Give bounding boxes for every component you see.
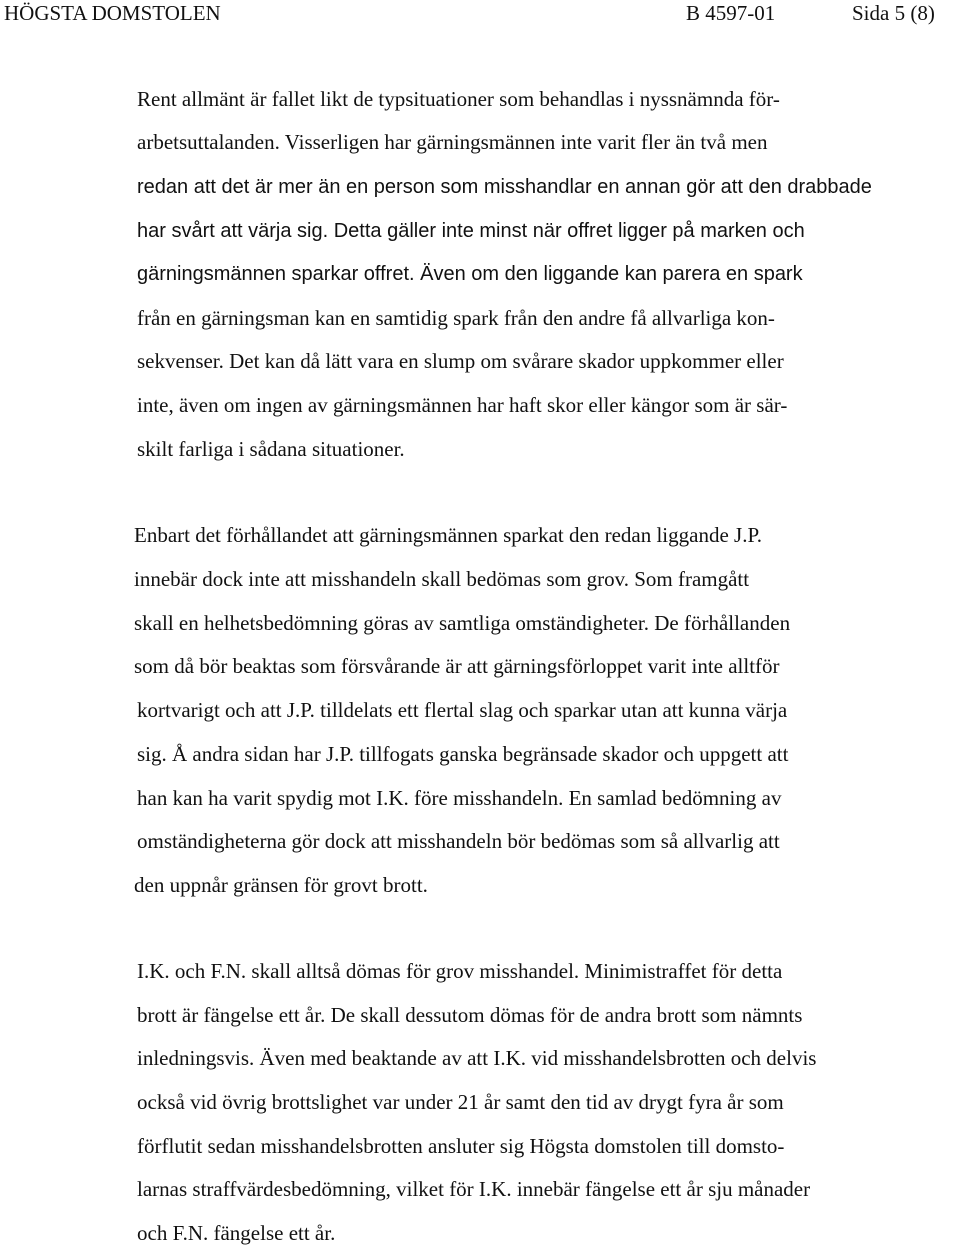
text-line: kortvarigt och att J.P. tilldelats ett flertal slag och sparkar utan att kunna värja bbox=[137, 698, 788, 722]
text-line: han kan ha varit spydig mot I.K. före misshandeln. En samlad bedömning av bbox=[137, 786, 782, 810]
court-name: HÖGSTA DOMSTOLEN bbox=[4, 1, 221, 25]
text-line: redan att det är mer än en person som misshandlar en annan gör att den drabbade bbox=[137, 176, 872, 198]
text-line: den uppnår gränsen för grovt brott. bbox=[134, 873, 428, 897]
text-line: skall en helhetsbedömning göras av samtliga omständigheter. De förhållanden bbox=[134, 611, 791, 635]
text-line: larnas straffvärdesbedömning, vilket för I.K. innebär fängelse ett år sju månader bbox=[137, 1177, 811, 1201]
text-line: innebär dock inte att misshandeln skall bedömas som grov. Som framgått bbox=[134, 567, 750, 591]
text-line: sig. Å andra sidan har J.P. tillfogats ganska begränsade skador och uppgett att bbox=[137, 742, 789, 766]
text-line: inledningsvis. Även med beaktande av att I.K. vid misshandelsbrotten och delvis bbox=[137, 1046, 817, 1070]
page-number: Sida 5 (8) bbox=[852, 1, 935, 25]
text-line: inte, även om ingen av gärningsmännen har haft skor eller kängor som är sär- bbox=[137, 393, 788, 417]
page-header bbox=[0, 0, 960, 40]
text-line: Rent allmänt är fallet likt de typsituationer som behandlas i nyssnämnda för- bbox=[137, 87, 780, 111]
text-line: som då bör beaktas som försvårande är att gärningsförloppet varit inte alltför bbox=[134, 654, 780, 678]
text-line: också vid övrig brottslighet var under 21 år samt den tid av drygt fyra år som bbox=[137, 1090, 784, 1114]
text-line: och F.N. fängelse ett år. bbox=[137, 1221, 336, 1245]
text-line: skilt farliga i sådana situationer. bbox=[137, 437, 405, 461]
case-number: B 4597-01 bbox=[686, 1, 776, 25]
text-line: förflutit sedan misshandelsbrotten ansluter sig Högsta domstolen till domsto- bbox=[137, 1134, 785, 1158]
text-line: omständigheterna gör dock att misshandeln bör bedömas som så allvarlig att bbox=[137, 829, 780, 853]
text-line: brott är fängelse ett år. De skall dessutom dömas för de andra brott som nämnts bbox=[137, 1003, 803, 1027]
text-line: Enbart det förhållandet att gärningsmännen sparkat den redan liggande J.P. bbox=[134, 523, 763, 547]
text-line: sekvenser. Det kan då lätt vara en slump om svårare skador uppkommer eller bbox=[137, 349, 784, 373]
text-line: I.K. och F.N. skall alltså dömas för grov misshandel. Minimistraffet för detta bbox=[137, 959, 783, 983]
text-line: har svårt att värja sig. Detta gäller inte minst när offret ligger på marken och bbox=[137, 220, 805, 242]
text-line: från en gärningsman kan en samtidig spark från den andre få allvarliga kon- bbox=[137, 306, 775, 330]
text-line: gärningsmännen sparkar offret. Även om den liggande kan parera en spark bbox=[137, 263, 803, 285]
text-line: arbetsuttalanden. Visserligen har gärningsmännen inte varit fler än två men bbox=[137, 130, 768, 154]
